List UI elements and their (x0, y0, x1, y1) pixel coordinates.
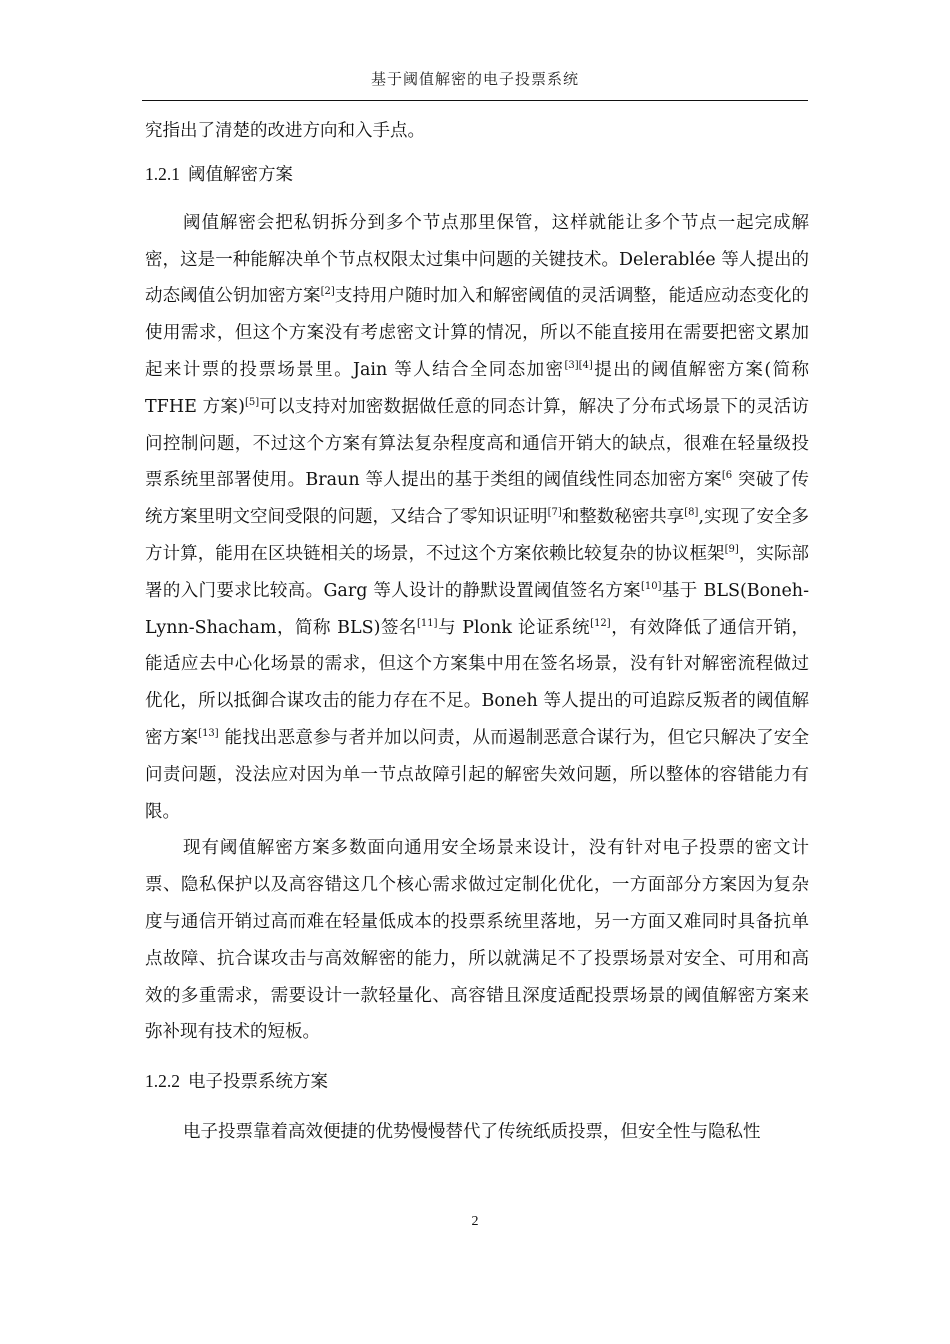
paragraph-e-voting: 电子投票靠着高效便捷的优势慢慢替代了传统纸质投票，但安全性与隐私性 (183, 1122, 761, 1143)
text-run: 提出的阈值解密方案(简称 TFHE 方案) (145, 359, 809, 417)
section-title: 阈值解密方案 (188, 164, 293, 185)
paragraph-summary: 现有阈值解密方案多数面向通用安全场景来设计，没有针对电子投票的密文计票、隐私保护以及高容错这几个核心需求做过定制化优化，一方面部分方案因为复杂度与通信开销过高而难在轻量低成本的投票系统里落地，另一方面又难同时具备抗单点故障、抗合谋攻击与高效解密的能力，所以就满足不了投票场景对安全、可用和高效的多重需求，需要设计一款轻量化、高容错且深度适配投票场景的阈值解密方案来弥补现有技术的短板。 (145, 838, 809, 1043)
text-run: 突破了传统方案里明文空间受限的问题，又结合了零知识证明 (145, 470, 810, 528)
text-run: 和整数秘密共享 (561, 507, 685, 528)
text-run: 可以支持对加密数据做任意的同态计算，解决了分布式场景下的灵活访问控制问题，不过这个方案有算法复杂程度高和通信开销大的缺点，很难在轻量级投票系统里部署使用。Braun 等人提出的基于类组的阈值线性同态加密方案 (145, 396, 810, 491)
citation: [6 (721, 470, 733, 482)
citation: [11] (417, 617, 438, 629)
text-run: ,实现了安全多方计算，能用在区块链相关的场景，不过这个方案依赖比较复杂的协议框架 (145, 507, 810, 564)
text-run: 与 Plonk 论证系统 (437, 617, 591, 638)
section-number: 1.2.1 (145, 163, 180, 184)
citation: [5] (244, 396, 260, 408)
text-run: 支持用户随时加入和解密阈值的灵活调整，能适应动态变化的使用需求，但这个方案没有考虑密文计算的情况，所以不能直接用在需要把密文累加起来计票的投票场景里。Jain 等人结合全同态加密 (145, 286, 810, 380)
section-number: 1.2.2 (145, 1071, 180, 1092)
header-rule (142, 100, 808, 101)
section-title: 电子投票系统方案 (188, 1072, 328, 1093)
citation: [2] (320, 286, 335, 298)
citation: [13] (198, 728, 219, 740)
section-heading-1-2-1 (145, 156, 809, 193)
citation: [9] (724, 544, 739, 556)
citation: [12] (590, 617, 611, 629)
citation: [10] (641, 580, 662, 592)
text-run: 阈值解密会把私钥拆分到多个节点那里保管，这样就能让多个节点一起完成解密，这是一种能解决单个节点权限太过集中问题的关键技术。Delerablée 等人提出的动态阈值公钥加密方案 (145, 212, 809, 307)
text-run: ，有效降低了通信开销，能适应去中心化场景的需求，但这个方案集中用在签名场景，没有针对解密流程做过优化，所以抵御合谋攻击的能力存在不足。Boneh 等人提出的可追踪反叛者的阈值解密方案 (145, 617, 809, 748)
paragraph-threshold-decryption (145, 205, 809, 831)
text-run: 基于 BLS(Boneh-Lynn-Shacham，简称 BLS)签名 (145, 580, 809, 638)
citation: [7] (547, 507, 562, 519)
citation: [8] (684, 507, 699, 519)
citation: [3][4] (564, 360, 593, 372)
running-header: 基于阈值解密的电子投票系统 (370, 70, 579, 88)
text-run: ，实际部署的入门要求比较高。Garg 等人设计的静默设置阈值签名方案 (145, 543, 810, 601)
page-body (145, 113, 809, 1151)
page-number: 2 (471, 1214, 479, 1229)
continued-line: 究指出了清楚的改进方向和入手点。 (145, 121, 425, 141)
text-run: 能找出恶意参与者并加以问责，从而遏制恶意合谋行为，但它只解决了安全问责问题，没法应对因为单一节点故障引起的解密失效问题，所以整体的容错能力有限。 (145, 727, 810, 822)
section-heading-1-2-2 (145, 1063, 809, 1100)
